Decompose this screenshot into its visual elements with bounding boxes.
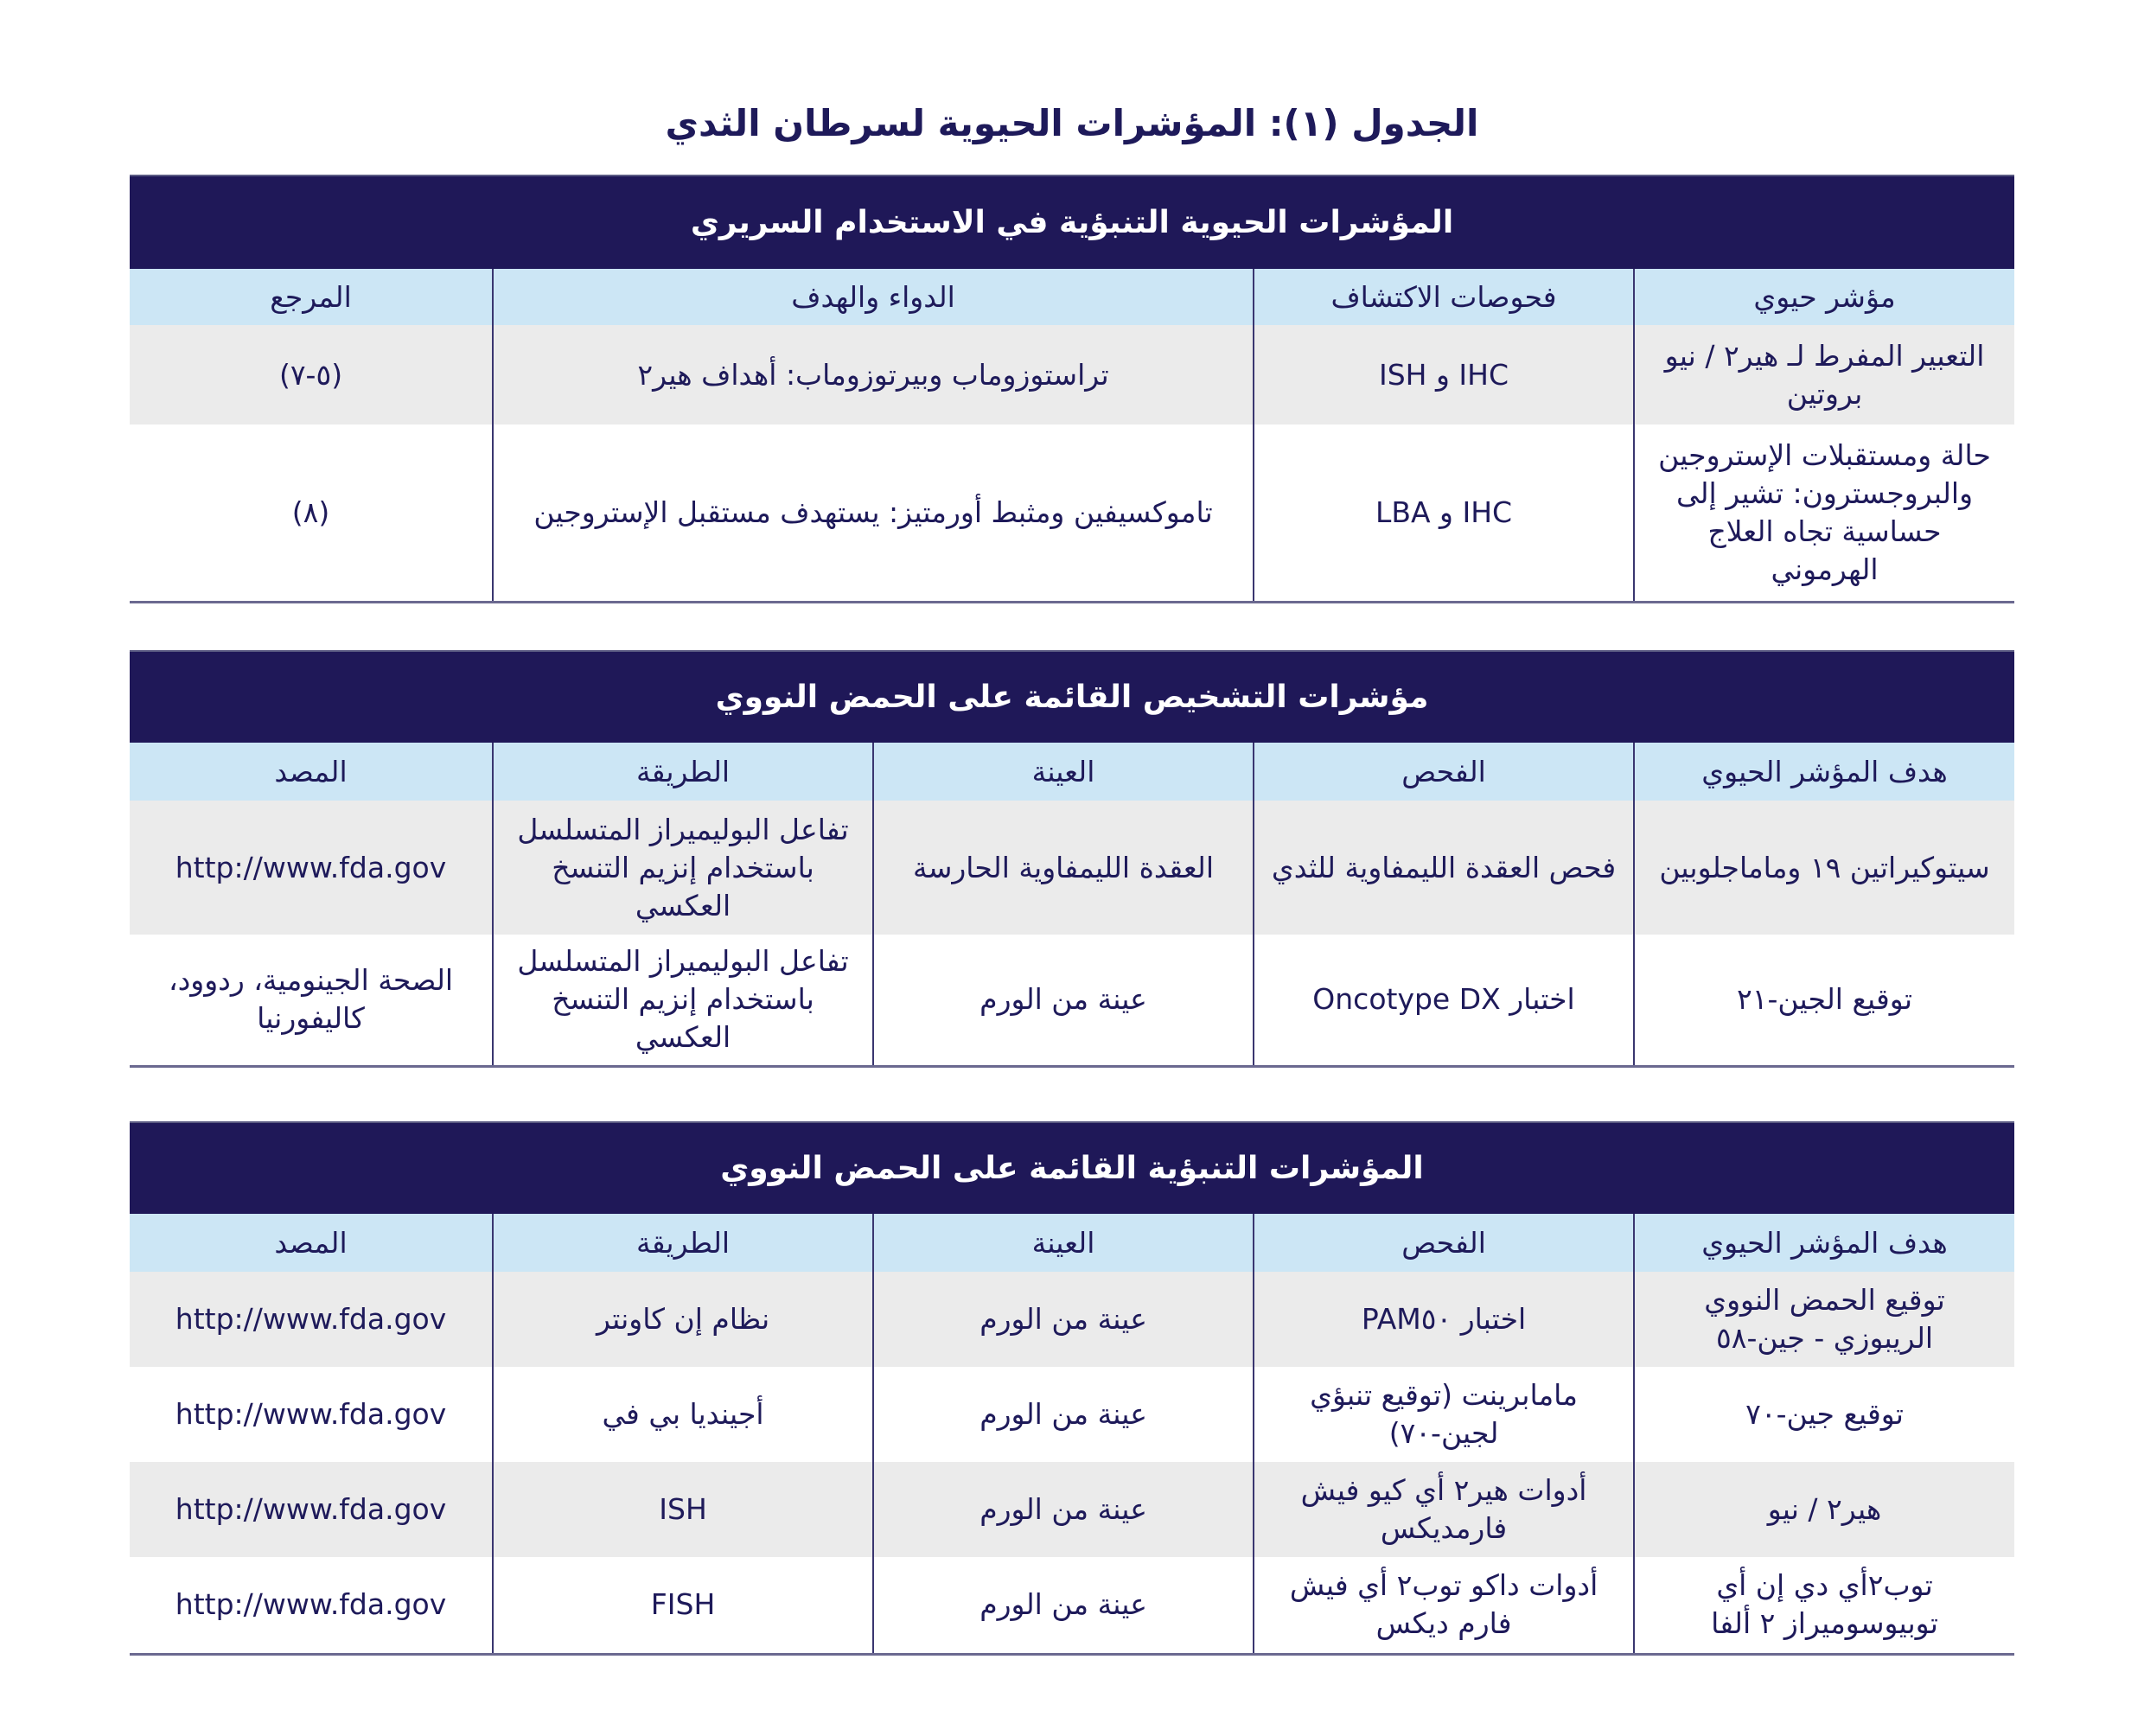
column-header-assay: الفحص	[1254, 743, 1634, 801]
cell-biomarker: التعبير المفرط لـ هير٢ / نيو بروتين	[1634, 325, 2014, 424]
table-row	[130, 1367, 2014, 1462]
cell-source-link[interactable]: http://www.fda.gov	[130, 1367, 493, 1462]
cell-detection-tests: IHC و ISH	[1254, 325, 1634, 424]
cell-sample: عينة من الورم	[873, 1367, 1254, 1462]
cell-method: FISH	[493, 1557, 873, 1654]
clinical-predictive-biomarkers-table	[130, 175, 2014, 603]
cell-sample: عينة من الورم	[873, 1462, 1254, 1557]
table-row	[130, 424, 2014, 602]
column-header-assay: الفحص	[1254, 1214, 1634, 1272]
cell-source-link[interactable]: http://www.fda.gov	[130, 1462, 493, 1557]
cell-reference: (٨)	[130, 424, 493, 602]
cell-sample: عينة من الورم	[873, 1557, 1254, 1654]
column-header-method: الطريقة	[493, 743, 873, 801]
dna-diagnostic-biomarkers-table	[130, 650, 2014, 1068]
cell-biomarker-target: توب٢أي دي إن أي توبيوسوميراز ٢ ألفا	[1634, 1557, 2014, 1654]
cell-method: تفاعل البوليميراز المتسلسل باستخدام إنزيم التنسخ العكسي	[493, 935, 873, 1066]
column-header-biomarker: مؤشر حيوي	[1634, 269, 2014, 325]
cell-assay: مامابرينت (توقيع تنبؤي لجين-٧٠)	[1254, 1367, 1634, 1462]
column-header-source: المصد	[130, 1214, 493, 1272]
cell-method: تفاعل البوليميراز المتسلسل باستخدام إنزيم التنسخ العكسي	[493, 801, 873, 935]
cell-biomarker-target: توقيع جين-٧٠	[1634, 1367, 2014, 1462]
cell-assay: اختبار PAM٥٠	[1254, 1272, 1634, 1367]
cell-source-link[interactable]: http://www.fda.gov	[130, 801, 493, 935]
table-title: مؤشرات التشخيص القائمة على الحمض النووي	[130, 651, 2014, 743]
column-header-drug-target: الدواء والهدف	[493, 269, 1254, 325]
column-header-source: المصد	[130, 743, 493, 801]
column-header-sample: العينة	[873, 1214, 1254, 1272]
column-header-biomarker-target: هدف المؤشر الحيوي	[1634, 743, 2014, 801]
cell-detection-tests: IHC و LBA	[1254, 424, 1634, 602]
cell-sample: العقدة الليمفاوية الحارسة	[873, 801, 1254, 935]
cell-biomarker: حالة ومستقبلات الإستروجين والبروجسترون: تشير إلى حساسية تجاه العلاج الهرموني	[1634, 424, 2014, 602]
cell-biomarker-target: هير٢ / نيو	[1634, 1462, 2014, 1557]
column-header-method: الطريقة	[493, 1214, 873, 1272]
cell-method: نظام إن كاونتر	[493, 1272, 873, 1367]
table-row	[130, 801, 2014, 935]
cell-source-link[interactable]: http://www.fda.gov	[130, 1557, 493, 1654]
cell-sample: عينة من الورم	[873, 935, 1254, 1066]
cell-reference: (٥-٧)	[130, 325, 493, 424]
cell-biomarker-target: توقيع الجين-٢١	[1634, 935, 2014, 1066]
cell-assay: فحص العقدة الليمفاوية للثدي	[1254, 801, 1634, 935]
cell-biomarker-target: سيتوكيراتين ١٩ وماماجلوبين	[1634, 801, 2014, 935]
column-header-reference: المرجع	[130, 269, 493, 325]
cell-assay: اختبار Oncotype DX	[1254, 935, 1634, 1066]
cell-source: الصحة الجينومية، ردوود، كاليفورنيا	[130, 935, 493, 1066]
cell-drug-target: تراستوزوماب وبيرتوزوماب: أهداف هير٢	[493, 325, 1254, 424]
table-row	[130, 1557, 2014, 1654]
table-title: المؤشرات التنبؤية القائمة على الحمض النووي	[130, 1122, 2014, 1214]
document-title: الجدول (١): المؤشرات الحيوية لسرطان الثدي	[665, 102, 1479, 144]
table-row	[130, 935, 2014, 1066]
column-header-detection-tests: فحوصات الاكتشاف	[1254, 269, 1634, 325]
cell-method: أجينديا بي في	[493, 1367, 873, 1462]
table-row	[130, 1462, 2014, 1557]
cell-assay: أدوات داكو توب٢ أي فيش فارم ديكس	[1254, 1557, 1634, 1654]
cell-source-link[interactable]: http://www.fda.gov	[130, 1272, 493, 1367]
table-row	[130, 1272, 2014, 1367]
column-header-sample: العينة	[873, 743, 1254, 801]
cell-assay: أدوات هير٢ أي كيو فيش فارمديكس	[1254, 1462, 1634, 1557]
table-row	[130, 325, 2014, 424]
cell-drug-target: تاموكسيفين ومثبط أورمتيز: يستهدف مستقبل الإستروجين	[493, 424, 1254, 602]
table-title: المؤشرات الحيوية التنبؤية في الاستخدام السريري	[130, 176, 2014, 269]
dna-predictive-biomarkers-table	[130, 1121, 2014, 1656]
cell-biomarker-target: توقيع الحمض النووي الريبوزي - جين-٥٨	[1634, 1272, 2014, 1367]
column-header-biomarker-target: هدف المؤشر الحيوي	[1634, 1214, 2014, 1272]
cell-method: ISH	[493, 1462, 873, 1557]
cell-sample: عينة من الورم	[873, 1272, 1254, 1367]
